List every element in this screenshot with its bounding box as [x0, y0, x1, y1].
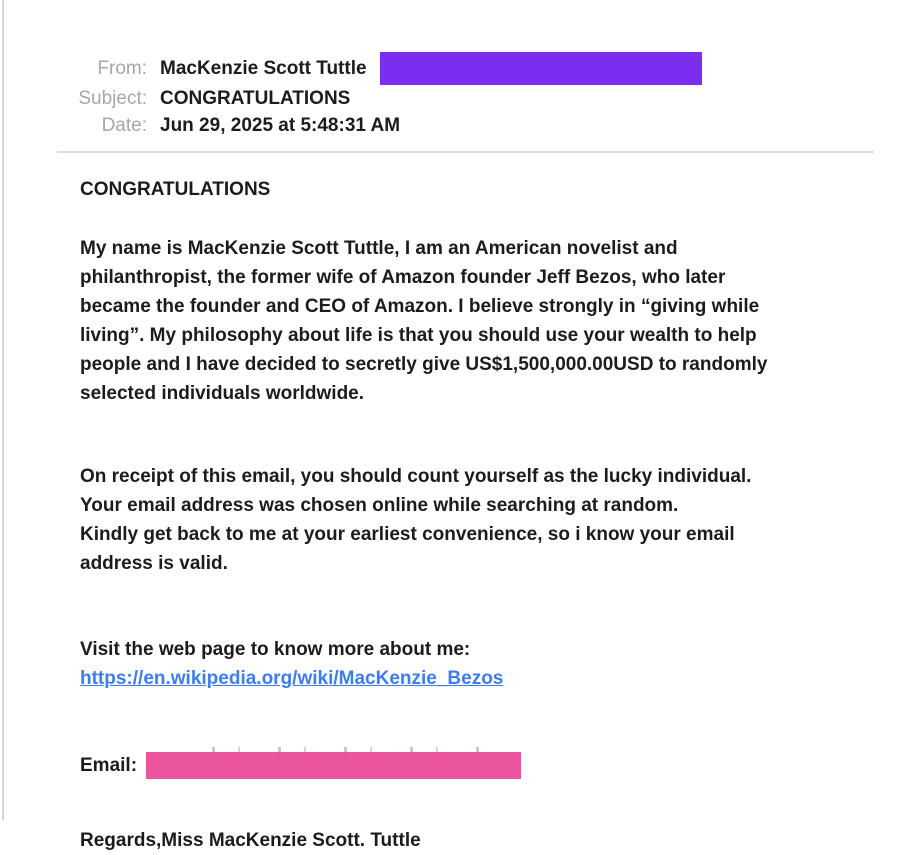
wikipedia-link[interactable]: https://en.wikipedia.org/wiki/MacKenzie_Bezos: [80, 668, 504, 689]
email-label: Email:: [80, 755, 138, 776]
header-row-from: [0, 52, 900, 85]
subject-label: Subject:: [78, 88, 147, 109]
visit-block: [80, 635, 786, 693]
from-label: From:: [97, 58, 147, 79]
header-row-date: [0, 112, 900, 139]
redacted-email-ascenders: [174, 747, 497, 753]
date-value: Jun 29, 2025 at 5:48:31 AM: [160, 115, 401, 136]
body-paragraph-2: [80, 462, 786, 578]
visit-text: Visit the web page to know more about me:: [80, 639, 471, 660]
body-paragraph-2-line-2: Kindly get back to me at your earliest convenience, so i know your email address is valid.: [80, 524, 735, 574]
body-paragraph-1: My name is MacKenzie Scott Tuttle, I am an American novelist and philanthropist, the former wife of Amazon founder Jeff Bezos, who later became the founder and CEO of Amazon. I believe strongly in “giving while living”. My philosophy about life is that you should use your wealth to help people and I have decided to secretly give US$1,500,000.00USD to randomly selected individuals worldwide.: [80, 238, 768, 404]
date-label: Date:: [101, 115, 147, 136]
redacted-contact-email-box: [146, 752, 521, 779]
from-value: MacKenzie Scott Tuttle: [160, 58, 367, 79]
header-row-subject: [0, 85, 900, 112]
body-paragraph-2-line-1: On receipt of this email, you should count yourself as the lucky individual. Your email address was chosen online while searching at random.: [80, 466, 752, 516]
redacted-sender-email-box: [380, 52, 702, 85]
message-header: [0, 0, 900, 153]
subject-value: CONGRATULATIONS: [160, 88, 351, 109]
message-body: [0, 153, 790, 855]
contact-email-row: [80, 751, 786, 780]
body-heading: CONGRATULATIONS: [80, 179, 271, 200]
signature-line: Regards,Miss MacKenzie Scott. Tuttle: [80, 830, 421, 851]
window-left-border: [2, 0, 4, 820]
